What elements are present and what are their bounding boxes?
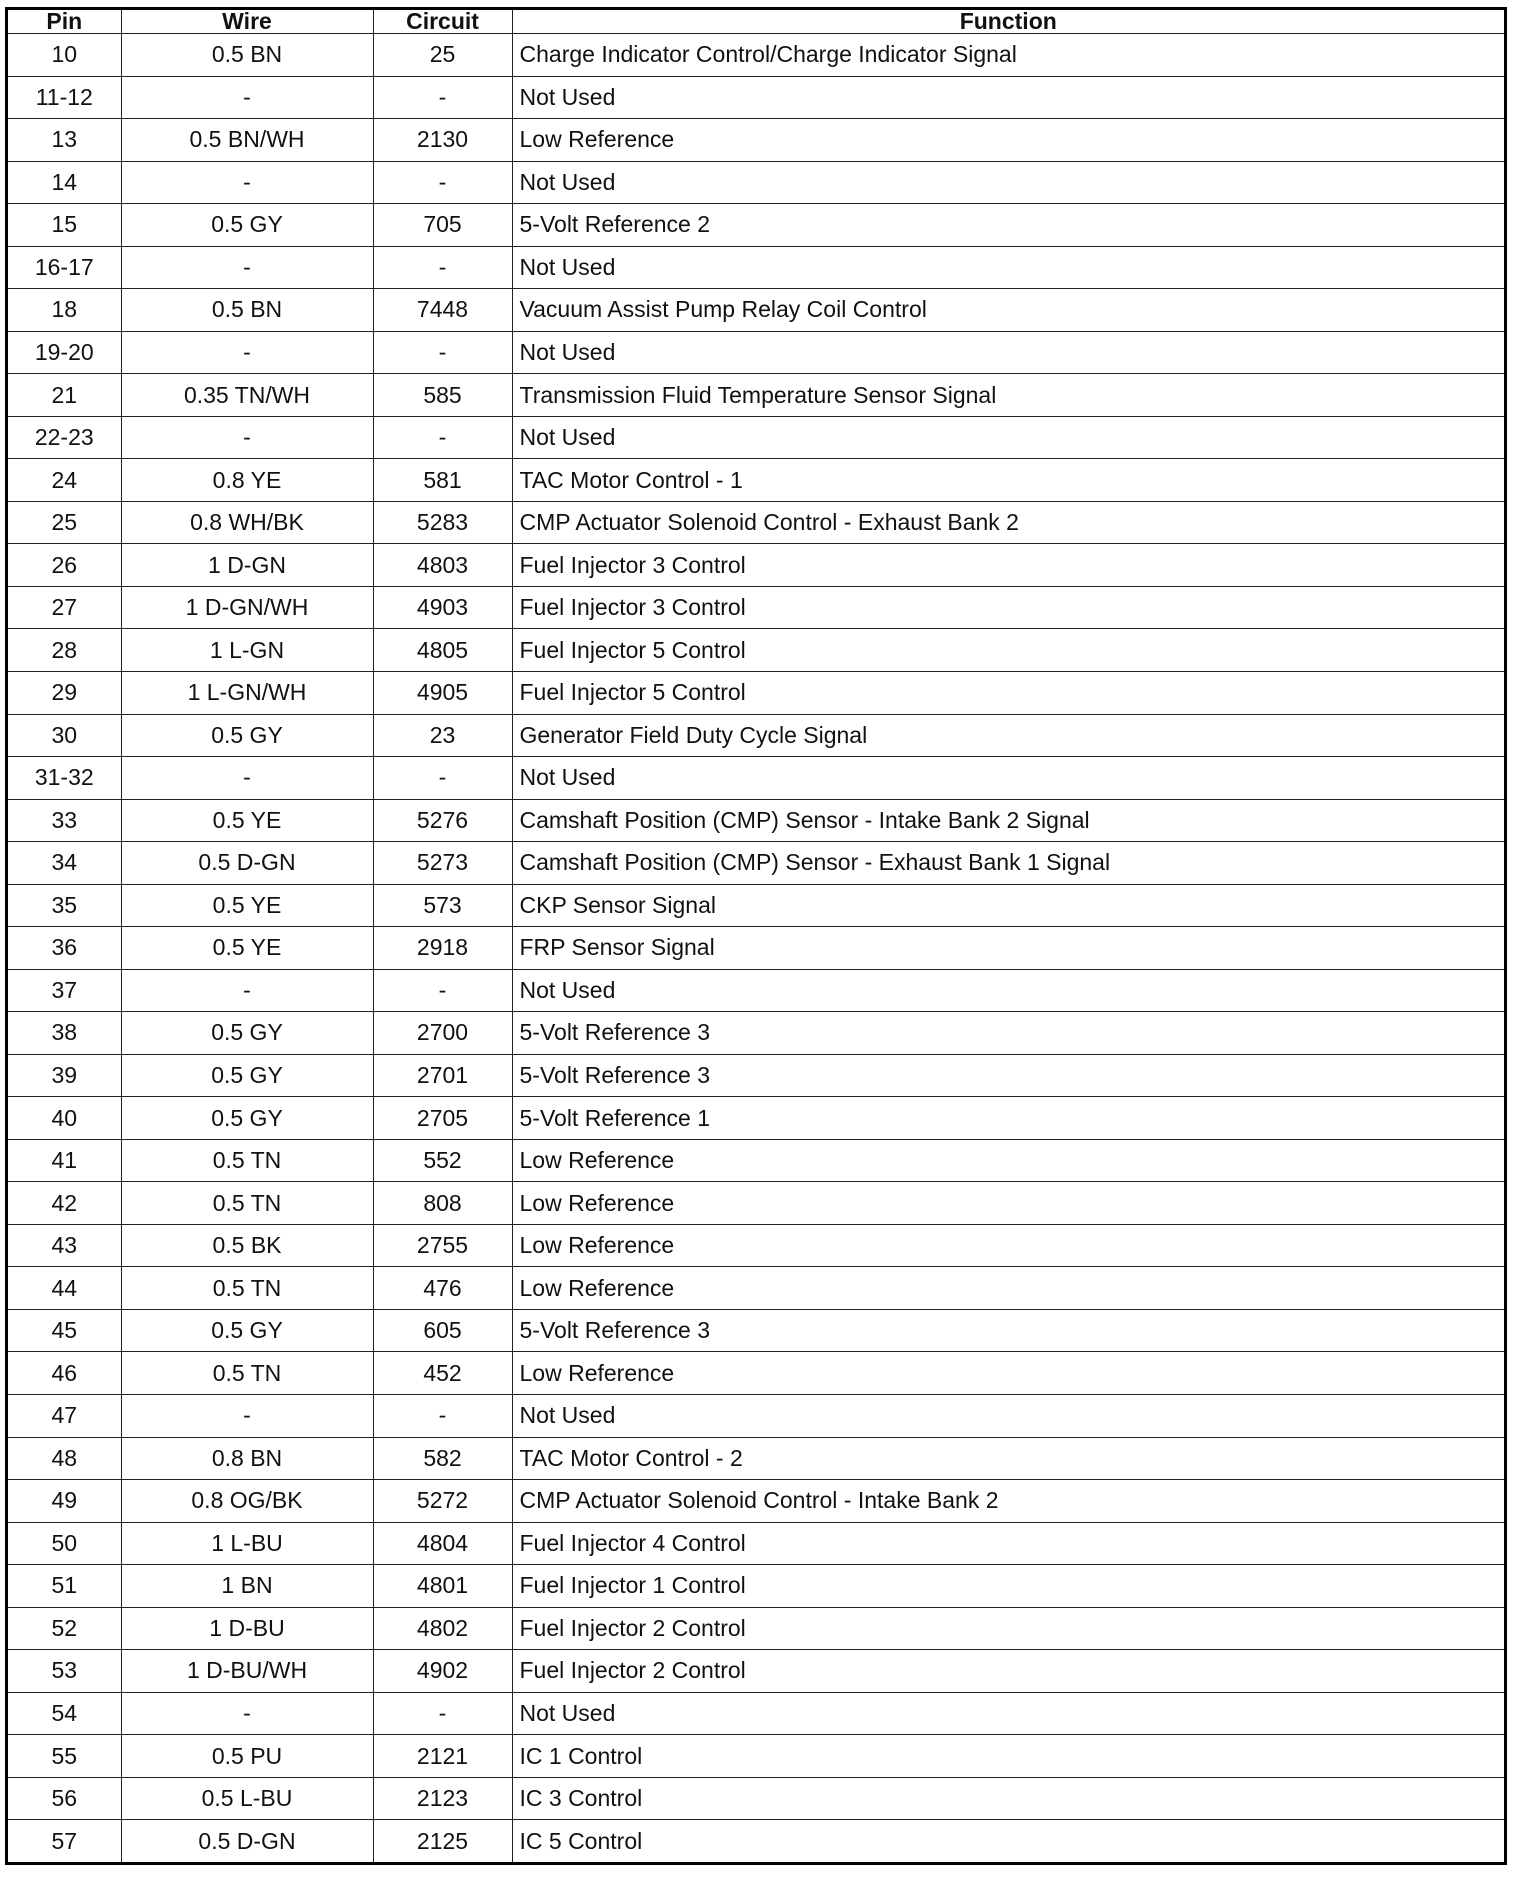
cell-wire: 0.5 BK — [121, 1224, 373, 1267]
cell-pin: 27 — [8, 586, 121, 629]
cell-circuit: 4905 — [373, 671, 512, 714]
table-row — [8, 1054, 1504, 1097]
cell-function: Generator Field Duty Cycle Signal — [512, 714, 1504, 757]
cell-function: Not Used — [512, 969, 1504, 1012]
cell-function: 5-Volt Reference 3 — [512, 1054, 1504, 1097]
cell-pin: 56 — [8, 1777, 121, 1820]
cell-circuit: 452 — [373, 1352, 512, 1395]
cell-function: IC 1 Control — [512, 1735, 1504, 1778]
cell-wire: 0.5 TN — [121, 1182, 373, 1225]
table-row — [8, 34, 1504, 77]
table-row — [8, 927, 1504, 970]
cell-function: Transmission Fluid Temperature Sensor Signal — [512, 374, 1504, 417]
cell-circuit: 581 — [373, 459, 512, 502]
cell-pin: 13 — [8, 119, 121, 162]
cell-wire: 0.5 BN — [121, 289, 373, 332]
cell-pin: 34 — [8, 842, 121, 885]
cell-pin: 48 — [8, 1437, 121, 1480]
cell-circuit: 2130 — [373, 119, 512, 162]
cell-wire: - — [121, 1692, 373, 1735]
cell-circuit: 605 — [373, 1309, 512, 1352]
cell-pin: 35 — [8, 884, 121, 927]
cell-function: Fuel Injector 2 Control — [512, 1607, 1504, 1650]
cell-wire: 1 D-BU/WH — [121, 1650, 373, 1693]
cell-function: Low Reference — [512, 1182, 1504, 1225]
cell-wire: 0.8 WH/BK — [121, 501, 373, 544]
cell-circuit: 573 — [373, 884, 512, 927]
cell-circuit: 4805 — [373, 629, 512, 672]
cell-wire: 1 D-BU — [121, 1607, 373, 1650]
table-row — [8, 969, 1504, 1012]
cell-function: Low Reference — [512, 1139, 1504, 1182]
cell-wire: 0.35 TN/WH — [121, 374, 373, 417]
header-wire: Wire — [121, 10, 373, 34]
table-row — [8, 1395, 1504, 1438]
cell-wire: 1 L-GN — [121, 629, 373, 672]
cell-circuit: 2121 — [373, 1735, 512, 1778]
cell-circuit: 4802 — [373, 1607, 512, 1650]
table-row — [8, 1692, 1504, 1735]
cell-function: Fuel Injector 3 Control — [512, 544, 1504, 587]
cell-function: Low Reference — [512, 119, 1504, 162]
cell-pin: 24 — [8, 459, 121, 502]
cell-function: Not Used — [512, 331, 1504, 374]
table-row — [8, 1097, 1504, 1140]
cell-pin: 51 — [8, 1565, 121, 1608]
cell-circuit: 4803 — [373, 544, 512, 587]
cell-pin: 54 — [8, 1692, 121, 1735]
header-row — [8, 10, 1504, 34]
cell-wire: 0.5 TN — [121, 1139, 373, 1182]
table-row — [8, 459, 1504, 502]
table-row — [8, 289, 1504, 332]
cell-function: Not Used — [512, 1395, 1504, 1438]
cell-wire: - — [121, 331, 373, 374]
cell-function: Fuel Injector 5 Control — [512, 671, 1504, 714]
table-row — [8, 1139, 1504, 1182]
cell-function: Fuel Injector 4 Control — [512, 1522, 1504, 1565]
header-pin: Pin — [8, 10, 121, 34]
table-row — [8, 331, 1504, 374]
cell-pin: 18 — [8, 289, 121, 332]
cell-pin: 33 — [8, 799, 121, 842]
cell-wire: 0.8 OG/BK — [121, 1480, 373, 1523]
cell-wire: 0.5 GY — [121, 714, 373, 757]
cell-circuit: 2705 — [373, 1097, 512, 1140]
cell-circuit: 2123 — [373, 1777, 512, 1820]
cell-function: Not Used — [512, 757, 1504, 800]
table-row — [8, 1012, 1504, 1055]
cell-circuit: - — [373, 1692, 512, 1735]
cell-function: 5-Volt Reference 2 — [512, 204, 1504, 247]
cell-pin: 15 — [8, 204, 121, 247]
table-row — [8, 1735, 1504, 1778]
cell-pin: 46 — [8, 1352, 121, 1395]
table-row — [8, 757, 1504, 800]
cell-wire: 0.5 D-GN — [121, 842, 373, 885]
cell-circuit: 4804 — [373, 1522, 512, 1565]
cell-pin: 11-12 — [8, 76, 121, 119]
cell-circuit: 4801 — [373, 1565, 512, 1608]
cell-function: Vacuum Assist Pump Relay Coil Control — [512, 289, 1504, 332]
cell-wire: 1 L-GN/WH — [121, 671, 373, 714]
cell-function: CKP Sensor Signal — [512, 884, 1504, 927]
cell-circuit: - — [373, 246, 512, 289]
cell-circuit: 5272 — [373, 1480, 512, 1523]
cell-pin: 16-17 — [8, 246, 121, 289]
cell-wire: 0.5 GY — [121, 1309, 373, 1352]
table-row — [8, 1777, 1504, 1820]
cell-pin: 53 — [8, 1650, 121, 1693]
cell-function: Low Reference — [512, 1224, 1504, 1267]
table-row — [8, 1820, 1504, 1862]
cell-function: TAC Motor Control - 1 — [512, 459, 1504, 502]
cell-pin: 25 — [8, 501, 121, 544]
cell-wire: 1 L-BU — [121, 1522, 373, 1565]
table-row — [8, 629, 1504, 672]
cell-function: Not Used — [512, 1692, 1504, 1735]
cell-pin: 52 — [8, 1607, 121, 1650]
table-row — [8, 544, 1504, 587]
cell-pin: 26 — [8, 544, 121, 587]
table-row — [8, 842, 1504, 885]
cell-circuit: 5273 — [373, 842, 512, 885]
cell-pin: 29 — [8, 671, 121, 714]
cell-function: IC 3 Control — [512, 1777, 1504, 1820]
cell-function: 5-Volt Reference 3 — [512, 1309, 1504, 1352]
cell-circuit: - — [373, 969, 512, 1012]
cell-function: Fuel Injector 3 Control — [512, 586, 1504, 629]
cell-circuit: 5283 — [373, 501, 512, 544]
cell-circuit: 2701 — [373, 1054, 512, 1097]
cell-wire: 0.5 GY — [121, 1012, 373, 1055]
cell-pin: 40 — [8, 1097, 121, 1140]
cell-pin: 19-20 — [8, 331, 121, 374]
cell-wire: - — [121, 757, 373, 800]
table-row — [8, 714, 1504, 757]
table-row — [8, 204, 1504, 247]
cell-wire: 0.8 BN — [121, 1437, 373, 1480]
cell-circuit: 7448 — [373, 289, 512, 332]
cell-function: Low Reference — [512, 1352, 1504, 1395]
cell-pin: 45 — [8, 1309, 121, 1352]
cell-wire: 1 D-GN — [121, 544, 373, 587]
table-row — [8, 799, 1504, 842]
cell-circuit: 4902 — [373, 1650, 512, 1693]
cell-function: Not Used — [512, 161, 1504, 204]
cell-circuit: - — [373, 76, 512, 119]
cell-function: Not Used — [512, 416, 1504, 459]
cell-wire: 0.5 PU — [121, 1735, 373, 1778]
table-row — [8, 671, 1504, 714]
cell-function: Not Used — [512, 76, 1504, 119]
cell-circuit: - — [373, 1395, 512, 1438]
table-row — [8, 76, 1504, 119]
cell-pin: 21 — [8, 374, 121, 417]
cell-pin: 57 — [8, 1820, 121, 1862]
cell-wire: - — [121, 161, 373, 204]
table-row — [8, 884, 1504, 927]
cell-pin: 49 — [8, 1480, 121, 1523]
cell-pin: 37 — [8, 969, 121, 1012]
cell-pin: 42 — [8, 1182, 121, 1225]
cell-pin: 44 — [8, 1267, 121, 1310]
cell-wire: 1 D-GN/WH — [121, 586, 373, 629]
cell-function: Camshaft Position (CMP) Sensor - Exhaust Bank 1 Signal — [512, 842, 1504, 885]
cell-wire: 0.5 BN — [121, 34, 373, 77]
cell-pin: 10 — [8, 34, 121, 77]
cell-wire: 1 BN — [121, 1565, 373, 1608]
cell-wire: 0.5 TN — [121, 1267, 373, 1310]
cell-pin: 47 — [8, 1395, 121, 1438]
cell-circuit: 705 — [373, 204, 512, 247]
cell-pin: 38 — [8, 1012, 121, 1055]
cell-wire: - — [121, 246, 373, 289]
cell-circuit: 582 — [373, 1437, 512, 1480]
cell-function: 5-Volt Reference 3 — [512, 1012, 1504, 1055]
cell-function: Fuel Injector 5 Control — [512, 629, 1504, 672]
table-row — [8, 416, 1504, 459]
table-row — [8, 1182, 1504, 1225]
cell-pin: 36 — [8, 927, 121, 970]
cell-circuit: 2755 — [373, 1224, 512, 1267]
cell-wire: 0.5 YE — [121, 884, 373, 927]
table-row — [8, 119, 1504, 162]
cell-circuit: 4903 — [373, 586, 512, 629]
table-row — [8, 374, 1504, 417]
table-row — [8, 161, 1504, 204]
cell-wire: 0.5 BN/WH — [121, 119, 373, 162]
cell-circuit: 23 — [373, 714, 512, 757]
table-row — [8, 1565, 1504, 1608]
table-row — [8, 1522, 1504, 1565]
cell-pin: 30 — [8, 714, 121, 757]
table-row — [8, 1267, 1504, 1310]
header-circuit: Circuit — [373, 10, 512, 34]
cell-wire: 0.5 D-GN — [121, 1820, 373, 1862]
cell-circuit: 25 — [373, 34, 512, 77]
table-row — [8, 246, 1504, 289]
table-row — [8, 1480, 1504, 1523]
table-row — [8, 501, 1504, 544]
cell-function: Charge Indicator Control/Charge Indicator Signal — [512, 34, 1504, 77]
cell-function: TAC Motor Control - 2 — [512, 1437, 1504, 1480]
cell-wire: 0.5 YE — [121, 927, 373, 970]
cell-pin: 55 — [8, 1735, 121, 1778]
table-body — [8, 34, 1504, 1863]
cell-wire: 0.5 L-BU — [121, 1777, 373, 1820]
table-row — [8, 1650, 1504, 1693]
table-row — [8, 1224, 1504, 1267]
cell-pin: 39 — [8, 1054, 121, 1097]
cell-circuit: 808 — [373, 1182, 512, 1225]
cell-wire: - — [121, 969, 373, 1012]
cell-circuit: 2918 — [373, 927, 512, 970]
cell-function: Fuel Injector 1 Control — [512, 1565, 1504, 1608]
table-row — [8, 1437, 1504, 1480]
cell-circuit: 2700 — [373, 1012, 512, 1055]
cell-wire: 0.5 GY — [121, 1054, 373, 1097]
cell-function: CMP Actuator Solenoid Control - Exhaust Bank 2 — [512, 501, 1504, 544]
pinout-table — [8, 10, 1504, 1862]
cell-circuit: - — [373, 331, 512, 374]
cell-circuit: - — [373, 416, 512, 459]
cell-circuit: 552 — [373, 1139, 512, 1182]
cell-pin: 50 — [8, 1522, 121, 1565]
table-row — [8, 586, 1504, 629]
cell-function: IC 5 Control — [512, 1820, 1504, 1862]
cell-pin: 22-23 — [8, 416, 121, 459]
cell-pin: 28 — [8, 629, 121, 672]
cell-wire: - — [121, 1395, 373, 1438]
cell-function: Fuel Injector 2 Control — [512, 1650, 1504, 1693]
cell-function: Not Used — [512, 246, 1504, 289]
cell-function: Low Reference — [512, 1267, 1504, 1310]
cell-circuit: 476 — [373, 1267, 512, 1310]
cell-pin: 31-32 — [8, 757, 121, 800]
cell-circuit: - — [373, 757, 512, 800]
cell-wire: - — [121, 416, 373, 459]
table-row — [8, 1309, 1504, 1352]
cell-function: Camshaft Position (CMP) Sensor - Intake Bank 2 Signal — [512, 799, 1504, 842]
cell-wire: - — [121, 76, 373, 119]
cell-wire: 0.5 YE — [121, 799, 373, 842]
cell-wire: 0.8 YE — [121, 459, 373, 502]
cell-function: FRP Sensor Signal — [512, 927, 1504, 970]
header-function: Function — [512, 10, 1504, 34]
cell-wire: 0.5 GY — [121, 204, 373, 247]
cell-circuit: 2125 — [373, 1820, 512, 1862]
cell-circuit: - — [373, 161, 512, 204]
cell-circuit: 5276 — [373, 799, 512, 842]
cell-function: 5-Volt Reference 1 — [512, 1097, 1504, 1140]
cell-pin: 41 — [8, 1139, 121, 1182]
table-row — [8, 1352, 1504, 1395]
cell-wire: 0.5 GY — [121, 1097, 373, 1140]
cell-pin: 14 — [8, 161, 121, 204]
cell-circuit: 585 — [373, 374, 512, 417]
cell-wire: 0.5 TN — [121, 1352, 373, 1395]
pinout-table-frame — [5, 7, 1507, 1865]
cell-pin: 43 — [8, 1224, 121, 1267]
table-row — [8, 1607, 1504, 1650]
cell-function: CMP Actuator Solenoid Control - Intake Bank 2 — [512, 1480, 1504, 1523]
